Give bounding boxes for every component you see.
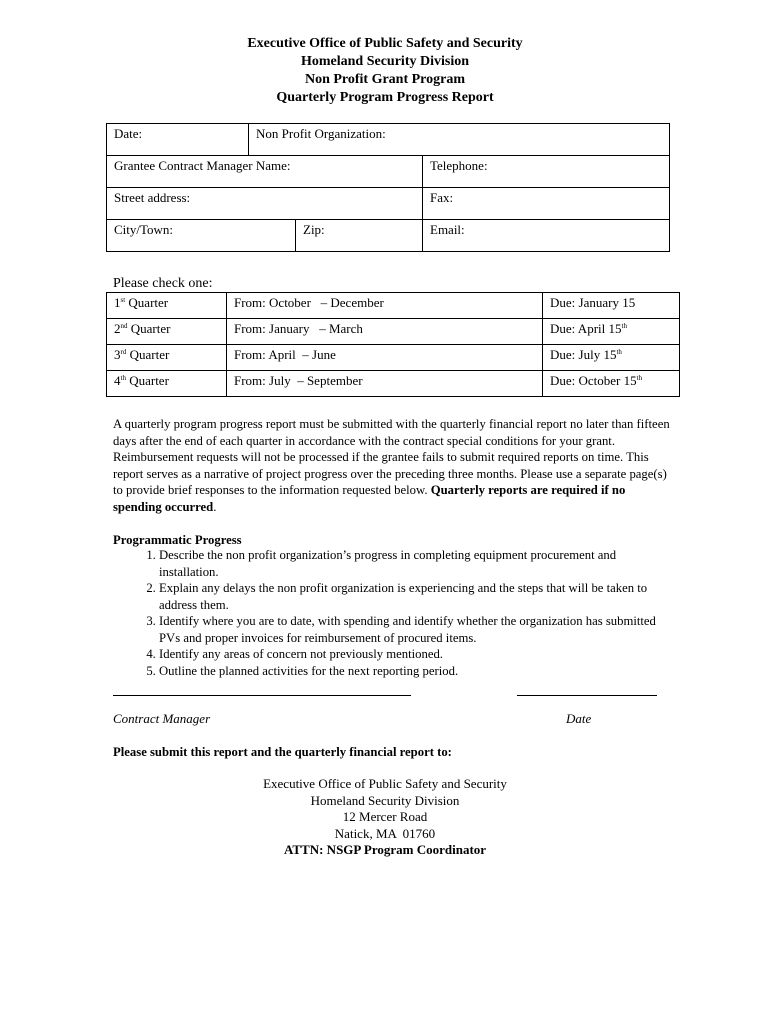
mailing-address [0, 776, 770, 859]
address-attention: ATTN: NSGP Program Coordinator [283, 842, 487, 857]
quarter-due-date: Due: July 15th [543, 345, 680, 371]
instructions-paragraph: A quarterly program progress report must be submitted with the quarterly financial report no later than fifteen days after the end of each quarter in accordance with the contract special conditions for your grant. Reimbursement requests will not be processed if the grantee fails to submit required reports on time. This report serves as a narrative of project progress over the preceding three months. Please use a separate page(s) to provide brief responses to the information requested below. Quarterly reports are required if no spending occurred. [113, 417, 670, 514]
quarter-name: 4th Quarter [107, 371, 227, 397]
check-one-label: Please check one: [113, 276, 213, 291]
quarter-due-date: Due: October 15th [543, 371, 680, 397]
quarter-selection-table [106, 292, 680, 397]
address-city: Natick, MA 01760 [334, 825, 436, 841]
header-report-title: Quarterly Program Progress Report [276, 90, 494, 105]
header-program: Non Profit Grant Program [304, 72, 466, 87]
programmatic-progress-list [113, 547, 673, 679]
quarter-name: 2nd Quarter [107, 319, 227, 345]
date-label: Date [566, 711, 592, 726]
document-header [0, 35, 770, 107]
list-item: 5. Outline the planned activities for the next reporting period. [159, 663, 673, 680]
header-division: Homeland Security Division [300, 54, 469, 69]
contract-manager-field[interactable]: Grantee Contract Manager Name: [107, 156, 423, 188]
grantee-info-table [106, 123, 670, 252]
street-address-field[interactable]: Street address: [107, 188, 423, 220]
list-item: 3. Identify where you are to date, with spending and identify whether the organization has submitted PVs and proper invoices for reimbursement of procured items. [159, 613, 673, 646]
zip-field[interactable]: Zip: [296, 220, 423, 252]
contract-manager-signature-line[interactable] [113, 695, 411, 697]
email-field[interactable]: Email: [423, 220, 670, 252]
address-agency: Executive Office of Public Safety and Security [263, 776, 507, 791]
date-signature-line[interactable] [517, 695, 657, 697]
no-spending-notice: Quarterly reports are required if no spending occurred [113, 483, 626, 514]
quarter-row[interactable] [107, 319, 680, 345]
programmatic-progress-heading: Programmatic Progress [113, 533, 242, 547]
quarter-period: From: October – December [227, 293, 543, 319]
address-street: 12 Mercer Road [342, 809, 428, 824]
address-division: Homeland Security Division [310, 792, 460, 808]
quarter-row[interactable] [107, 345, 680, 371]
list-item: 2. Explain any delays the non profit organization is experiencing and the steps that will be taken to address them. [159, 580, 673, 613]
quarter-due-date: Due: April 15th [543, 319, 680, 345]
organization-field[interactable]: Non Profit Organization: [249, 124, 670, 156]
submit-instructions: Please submit this report and the quarterly financial report to: [113, 745, 452, 759]
quarter-row[interactable] [107, 371, 680, 397]
date-field[interactable]: Date: [107, 124, 249, 156]
quarter-period: From: April – June [227, 345, 543, 371]
header-agency: Executive Office of Public Safety and Security [247, 36, 523, 51]
quarter-period: From: July – September [227, 371, 543, 397]
fax-field[interactable]: Fax: [423, 188, 670, 220]
list-item: 4. Identify any areas of concern not previously mentioned. [159, 646, 673, 663]
contract-manager-label: Contract Manager [113, 711, 211, 726]
city-town-field[interactable]: City/Town: [107, 220, 296, 252]
quarter-row[interactable] [107, 293, 680, 319]
quarter-name: 1st Quarter [107, 293, 227, 319]
quarter-due-date: Due: January 15 [543, 293, 680, 319]
telephone-field[interactable]: Telephone: [423, 156, 670, 188]
quarter-name: 3rd Quarter [107, 345, 227, 371]
list-item: 1. Describe the non profit organization’s progress in completing equipment procurement and installation. [159, 547, 673, 580]
quarter-period: From: January – March [227, 319, 543, 345]
